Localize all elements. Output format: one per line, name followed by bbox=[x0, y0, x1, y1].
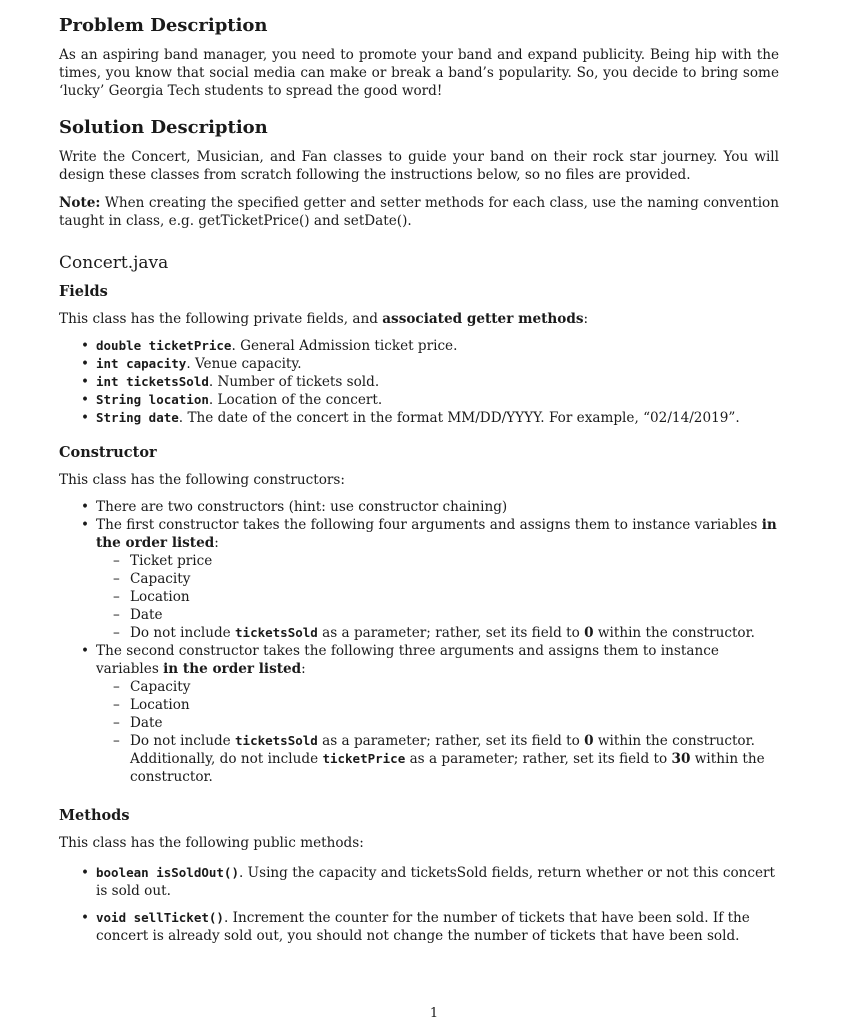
first-constructor-args bbox=[96, 552, 779, 642]
list-item: • The second constructor takes the following three arguments and assigns them to instance variables in the order listed: – Capacity – Location – Date – Do not include ticketsSold as a parameter; rather, set its field to 0 within the constructor. Additionally, do not include ticketPrice as a parameter; rather, set its field to 30 within the constructor. bbox=[59, 642, 779, 786]
list-item: • int ticketsSold. Number of tickets sold. bbox=[59, 373, 779, 391]
constructor-intro: This class has the following constructors: bbox=[59, 472, 345, 488]
page-number: 1 bbox=[429, 1006, 439, 1021]
problem-text: As an aspiring band manager, you need to promote your band and expand publicity. Being hip with the times, you know that social media can make or break a band’s popularity. So, you decide to bring some ‘lucky’ Georgia Tech students to spread the good word! bbox=[59, 47, 779, 99]
list-item: – Date bbox=[96, 606, 779, 624]
note-label: Note: bbox=[59, 195, 101, 211]
constructor-heading: Constructor bbox=[59, 444, 157, 461]
list-item: • There are two constructors (hint: use constructor chaining) bbox=[59, 498, 779, 516]
problem-heading: Problem Description bbox=[59, 15, 268, 36]
list-item: – Capacity bbox=[96, 570, 779, 588]
list-item: • String date. The date of the concert in the format MM/DD/YYYY. For example, “02/14/2019”. bbox=[59, 409, 779, 427]
list-item: • The first constructor takes the following four arguments and assigns them to instance variables in the order listed: – Ticket price – Capacity – Location – Date – Do not include ticketsSold as a parameter; rather, set its field to 0 within the constructor. bbox=[59, 516, 779, 642]
concert-heading: Concert.java bbox=[59, 253, 169, 273]
list-item: • int capacity. Venue capacity. bbox=[59, 355, 779, 373]
list-item: • boolean isSoldOut(). Using the capacity and ticketsSold fields, return whether or not this concert is sold out. bbox=[59, 864, 779, 900]
methods-heading: Methods bbox=[59, 807, 130, 824]
note-text: When creating the specified getter and setter methods for each class, use the naming convention taught in class, e.g. getTicketPrice() and setDate(). bbox=[59, 195, 779, 229]
constructor-list bbox=[59, 498, 779, 786]
methods-intro: This class has the following public methods: bbox=[59, 835, 364, 851]
list-item: – Location bbox=[96, 696, 779, 714]
methods-list bbox=[59, 864, 779, 945]
fields-list bbox=[59, 337, 779, 427]
list-item: – Capacity bbox=[96, 678, 779, 696]
solution-text: Write the Concert, Musician, and Fan classes to guide your band on their rock star journey. You will design these classes from scratch following the instructions below, so no files are provided. bbox=[59, 149, 779, 183]
list-item: • double ticketPrice. General Admission ticket price. bbox=[59, 337, 779, 355]
document-page bbox=[59, 14, 779, 945]
list-item: • void sellTicket(). Increment the counter for the number of tickets that have been sold. If the concert is already sold out, you should not change the number of tickets that have been sold. bbox=[59, 909, 779, 945]
solution-heading: Solution Description bbox=[59, 117, 268, 138]
list-item: – Do not include ticketsSold as a parameter; rather, set its field to 0 within the constructor. bbox=[96, 624, 779, 642]
note-paragraph bbox=[59, 194, 779, 230]
second-constructor-args bbox=[96, 678, 779, 786]
fields-intro: This class has the following private fields, and associated getter methods: bbox=[59, 311, 589, 327]
list-item: • String location. Location of the concert. bbox=[59, 391, 779, 409]
list-item: – Ticket price bbox=[96, 552, 779, 570]
fields-heading: Fields bbox=[59, 283, 108, 300]
list-item: – Date bbox=[96, 714, 779, 732]
list-item: – Do not include ticketsSold as a parameter; rather, set its field to 0 within the constructor. Additionally, do not include ticketPrice as a parameter; rather, set its field to 30 within the constructor. bbox=[96, 732, 779, 786]
list-item: – Location bbox=[96, 588, 779, 606]
